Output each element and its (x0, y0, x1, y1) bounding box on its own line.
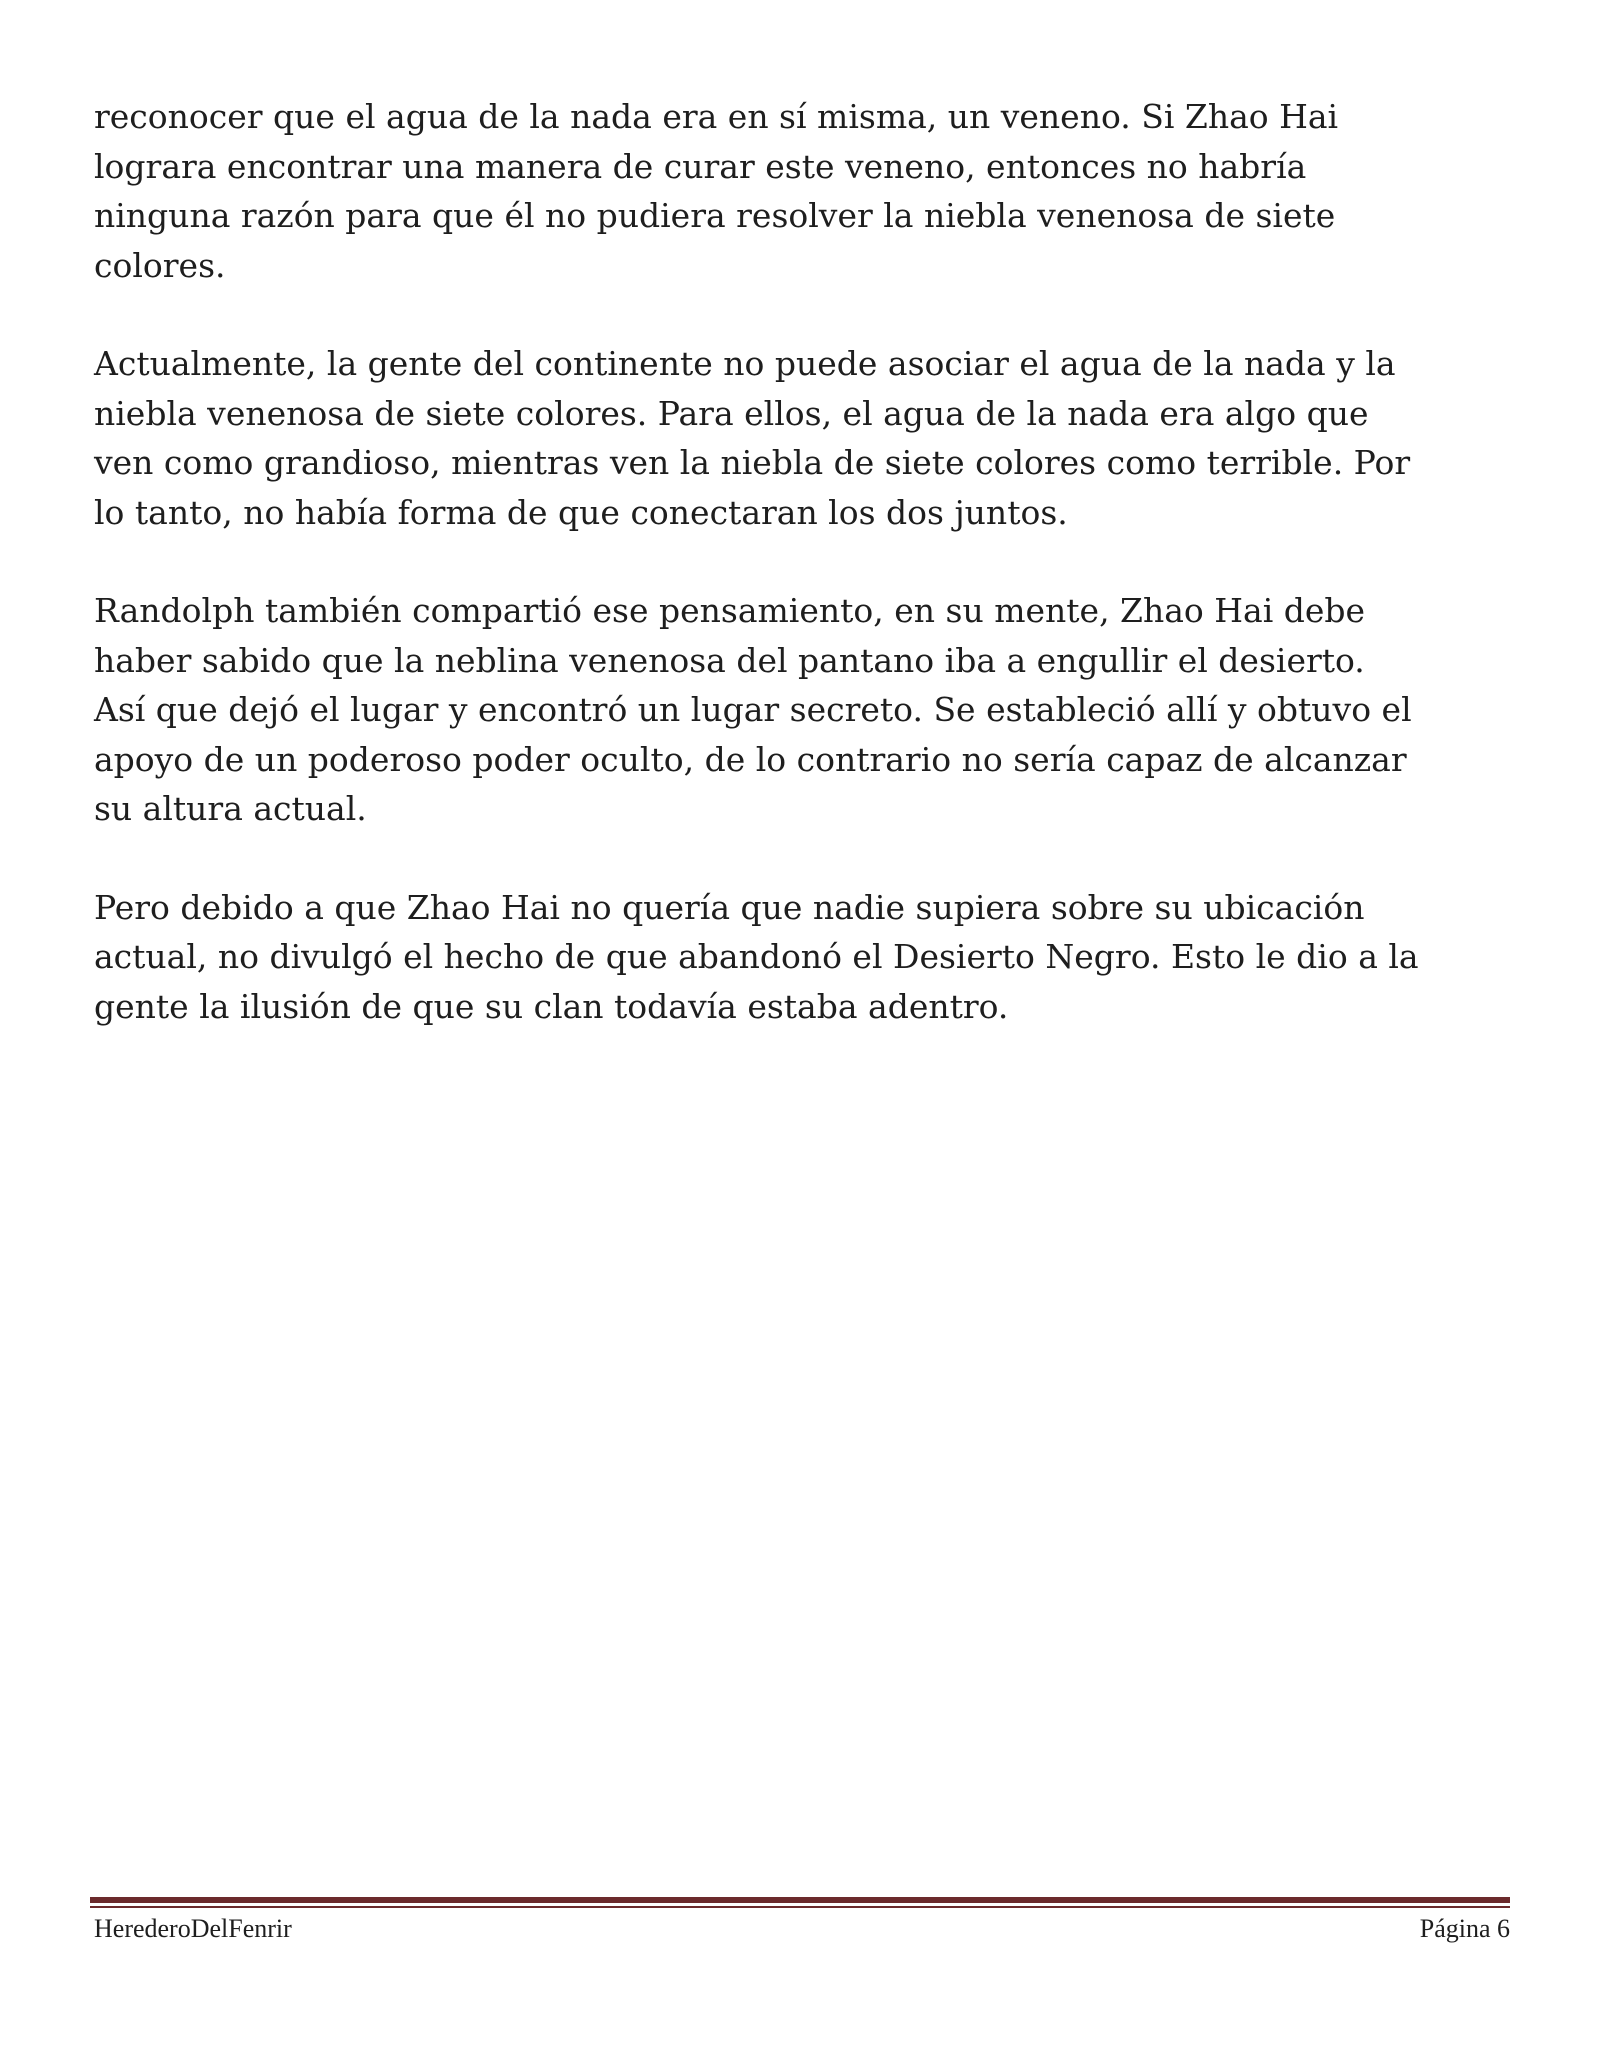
paragraph: Randolph también compartió ese pensamiento, en su mente, Zhao Hai debe haber sabido que la neblina venenosa del pantano iba a engullir el desierto. Así que dejó el lugar y encontró un lugar secreto. Se estableció allí y obtuvo el apoyo de un poderoso poder oculto, de lo contrario no sería capaz de alcanzar su altura actual. (94, 591, 1412, 828)
paragraph: reconocer que el agua de la nada era en sí misma, un veneno. Si Zhao Hai lograra encontrar una manera de curar este veneno, entonces no habría ninguna razón para que él no pudiera resolver la niebla venenosa de siete colores. (94, 97, 1339, 285)
footer-divider (90, 1897, 1510, 1911)
footer-divider-thick (90, 1897, 1510, 1903)
footer-divider-thin (90, 1906, 1510, 1908)
paragraph: Actualmente, la gente del continente no puede asociar el agua de la nada y la niebla venenosa de siete colores. Para ellos, el agua de la nada era algo que ven como grandioso, mientras ven la niebla de siete colores como terrible. Por lo tanto, no había forma de que conectaran los dos juntos. (94, 344, 1411, 532)
document-body (94, 92, 1514, 1080)
footer-author: HerederoDelFenrir (94, 1914, 292, 1943)
page-footer (94, 1914, 1510, 1950)
page-number: Página 6 (1419, 1914, 1510, 1943)
paragraph: Pero debido a que Zhao Hai no quería que nadie supiera sobre su ubicación actual, no divulgó el hecho de que abandonó el Desierto Negro. Esto le dio a la gente la ilusión de que su clan todavía estaba adentro. (94, 887, 1419, 1026)
